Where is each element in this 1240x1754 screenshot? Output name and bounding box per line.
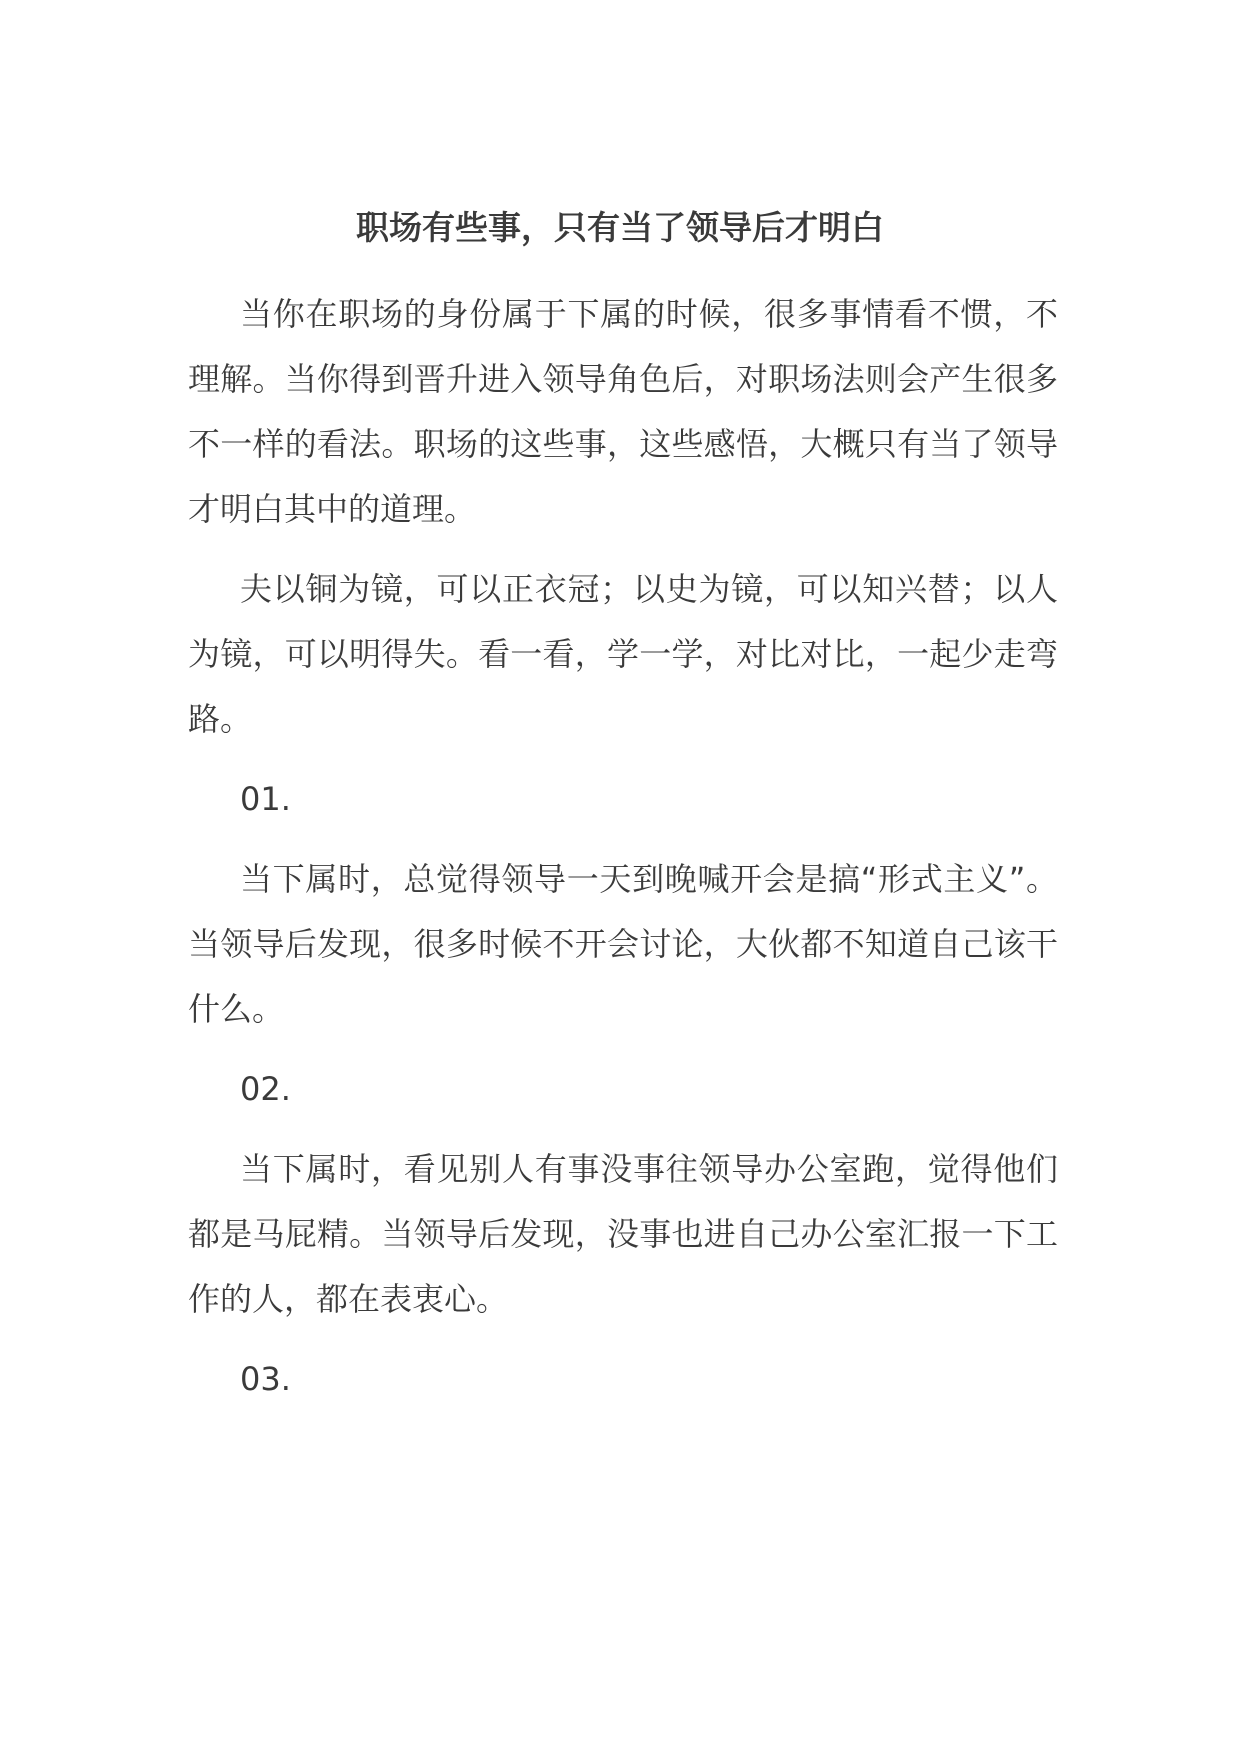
section-number-03: 03. [240,1360,291,1398]
paragraph-intro: 当你在职场的身份属于下属的时候，很多事情看不惯，不理解。当你得到晋升进入领导角色后，对职场法则会产生很多不一样的看法。职场的这些事，这些感悟，大概只有当了领导才明白其中的道理。 [188,295,1058,528]
document-body [188,282,1058,1427]
paragraph-mirror-quote: 夫以铜为镜，可以正衣冠；以史为镜，可以知兴替；以人为镜，可以明得失。看一看，学一学，对比对比，一起少走弯路。 [188,570,1058,738]
section-number-01: 01. [240,780,291,818]
section-number-02: 02. [240,1070,291,1108]
paragraph-meetings: 当下属时，总觉得领导一天到晚喊开会是搞“形式主义”。当领导后发现，很多时候不开会讨论，大伙都不知道自己该干什么。 [188,860,1058,1028]
paragraph-office-visits: 当下属时，看见别人有事没事往领导办公室跑，觉得他们都是马屁精。当领导后发现，没事也进自己办公室汇报一下工作的人，都在表衷心。 [188,1150,1058,1318]
document-title: 职场有些事，只有当了领导后才明白 [356,208,884,247]
